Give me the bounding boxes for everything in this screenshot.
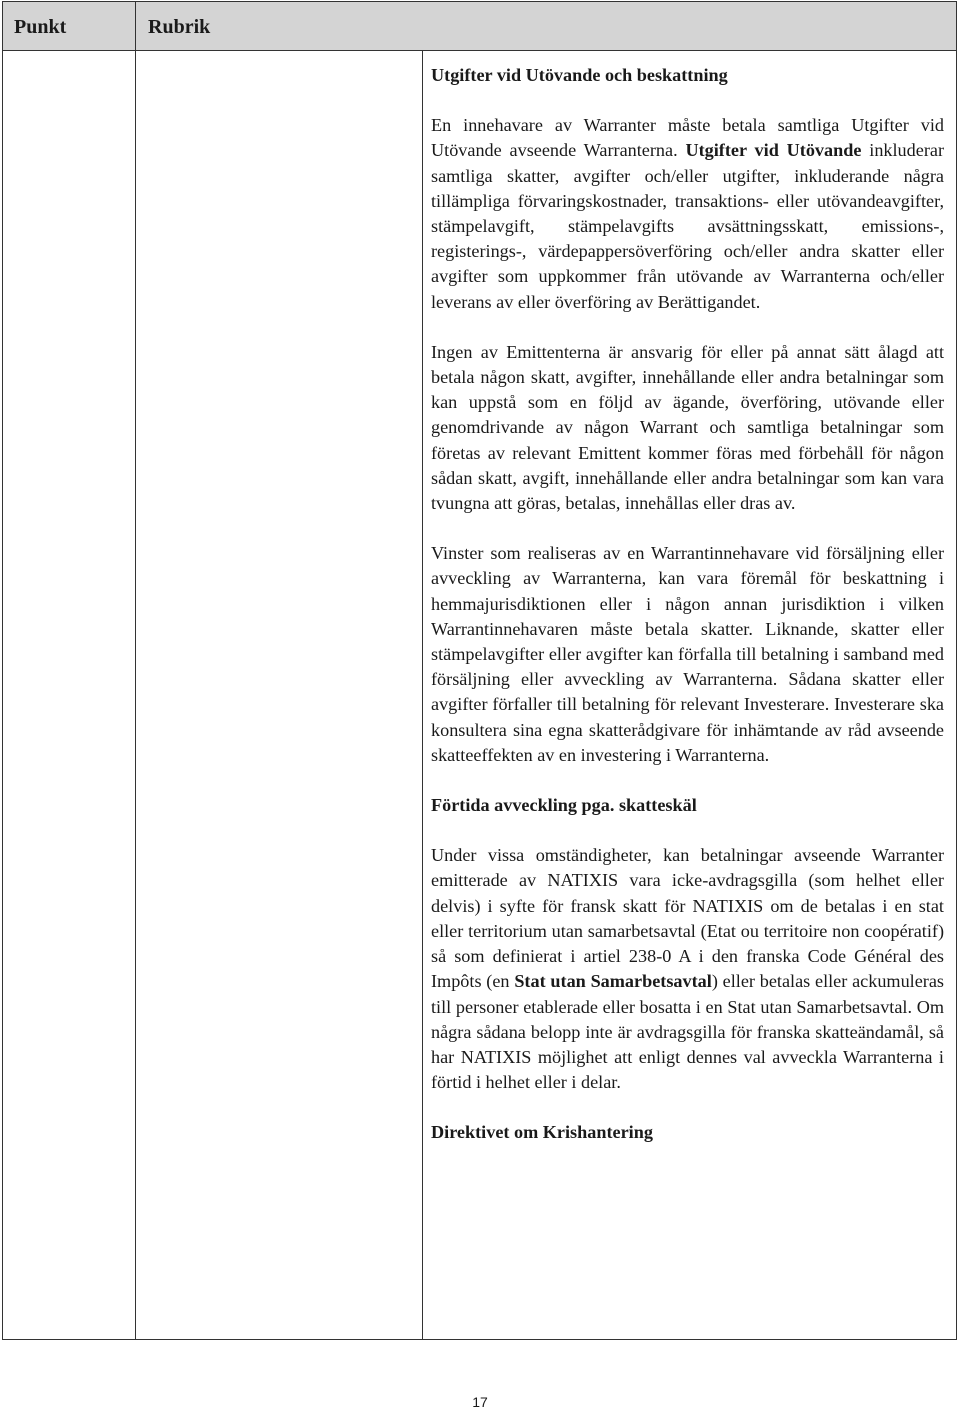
paragraph-emittent-ansvar: Ingen av Emittenterna är ansvarig för eller på annat sätt ålagd att betala någon skatt, avgifter, innehållande eller andra betalningar som kan uppstå som en följd av ägande, överföring, utövande eller genomdrivande av någon Warrant och samtliga betalningar som företas av relevant Emittent kommer föras med förbehåll för någon sådan skatt, avgift, innehållande eller andra betalningar som kan vara tvungna att göras, betalas, innehållas eller dras av. [431,341,944,514]
term-stat-utan-samarbetsavtal: Stat utan Samarbetsavtal [514,971,712,992]
term-utgifter-vid-utovande: Utgifter vid Utövande [685,140,862,161]
section-heading-fortida-avveckling: Förtida avveckling pga. skatteskäl [431,795,697,816]
page-number: 17 [472,1394,488,1410]
column-divider-2 [422,50,423,1339]
section-heading-krishantering: Direktivet om Krishantering [431,1122,653,1143]
section-heading-utgifter: Utgifter vid Utövande och beskattning [431,65,728,85]
column-divider-1 [135,2,136,1339]
header-rubrik: Rubrik [148,16,211,38]
header-punkt: Punkt [14,16,67,38]
paragraph-vinster: Vinster som realiseras av en Warrantinnehavare vid försäljning eller avveckling av Warranterna, kan vara föremål för beskattning i hemmajurisdiktionen eller i någon annan jurisdiktion i vilken Warrantinnehavaren måste betala skatter. Liknande, skatter eller stämpelavgifter eller avgifter kan förfalla till betalning i samband med försäljning eller avveckling av Warranterna. Sådana skatter eller avgifter förfaller till betalning för relevant Investerare. Investerare ska konsultera sina egna skatterådgivare för inhämtande av råd avseende skatteeffekten av en investering i Warranterna. [431,543,944,765]
paragraph-natixis-skatt: Under vissa omständigheter, kan betalningar avseende Warranter emitterade av NATIXIS vara icke-avdragsgilla (som helhet eller delvis) i syfte för fransk skatt för NATIXIS om de betalas i en stat eller territorium utan samarbetsavtal (Etat ou territoire non coopératif) så som definierat i artiel 238-0 A i den franska Code Général des Impôts (en Stat utan Samarbetsavtal) eller betalas eller ackumuleras till personer etablerade eller bosatta i en Stat utan Samarbetsavtal. Om några sådana belopp inte är avdragsgilla för franska skatteändamål, så har NATIXIS möjlighet att enligt dennes val avveckla Warranterna i förtid i helhet eller i delar. [431,845,944,1093]
table-header [3,2,956,51]
paragraph-utgifter-vid-utovande: En innehavare av Warranter måste betala samtliga Utgifter vid Utövande avseende Warranterna. Utgifter vid Utövande inkluderar samtliga skatter, avgifter och/eller utgifter, inkluderande några tillämpliga förvaringskostnader, transaktions- eller utövandeavgifter, stämpelavgift, stämpelavgifts avsättningsskatt, emissions-, registerings-, värdepappersöverföring och/eller andra skatter eller avgifter som uppkommer från utövande av Warranterna och/eller leverans av eller överföring av Berättigandet. [431,115,945,312]
table-body-content [431,63,944,1171]
